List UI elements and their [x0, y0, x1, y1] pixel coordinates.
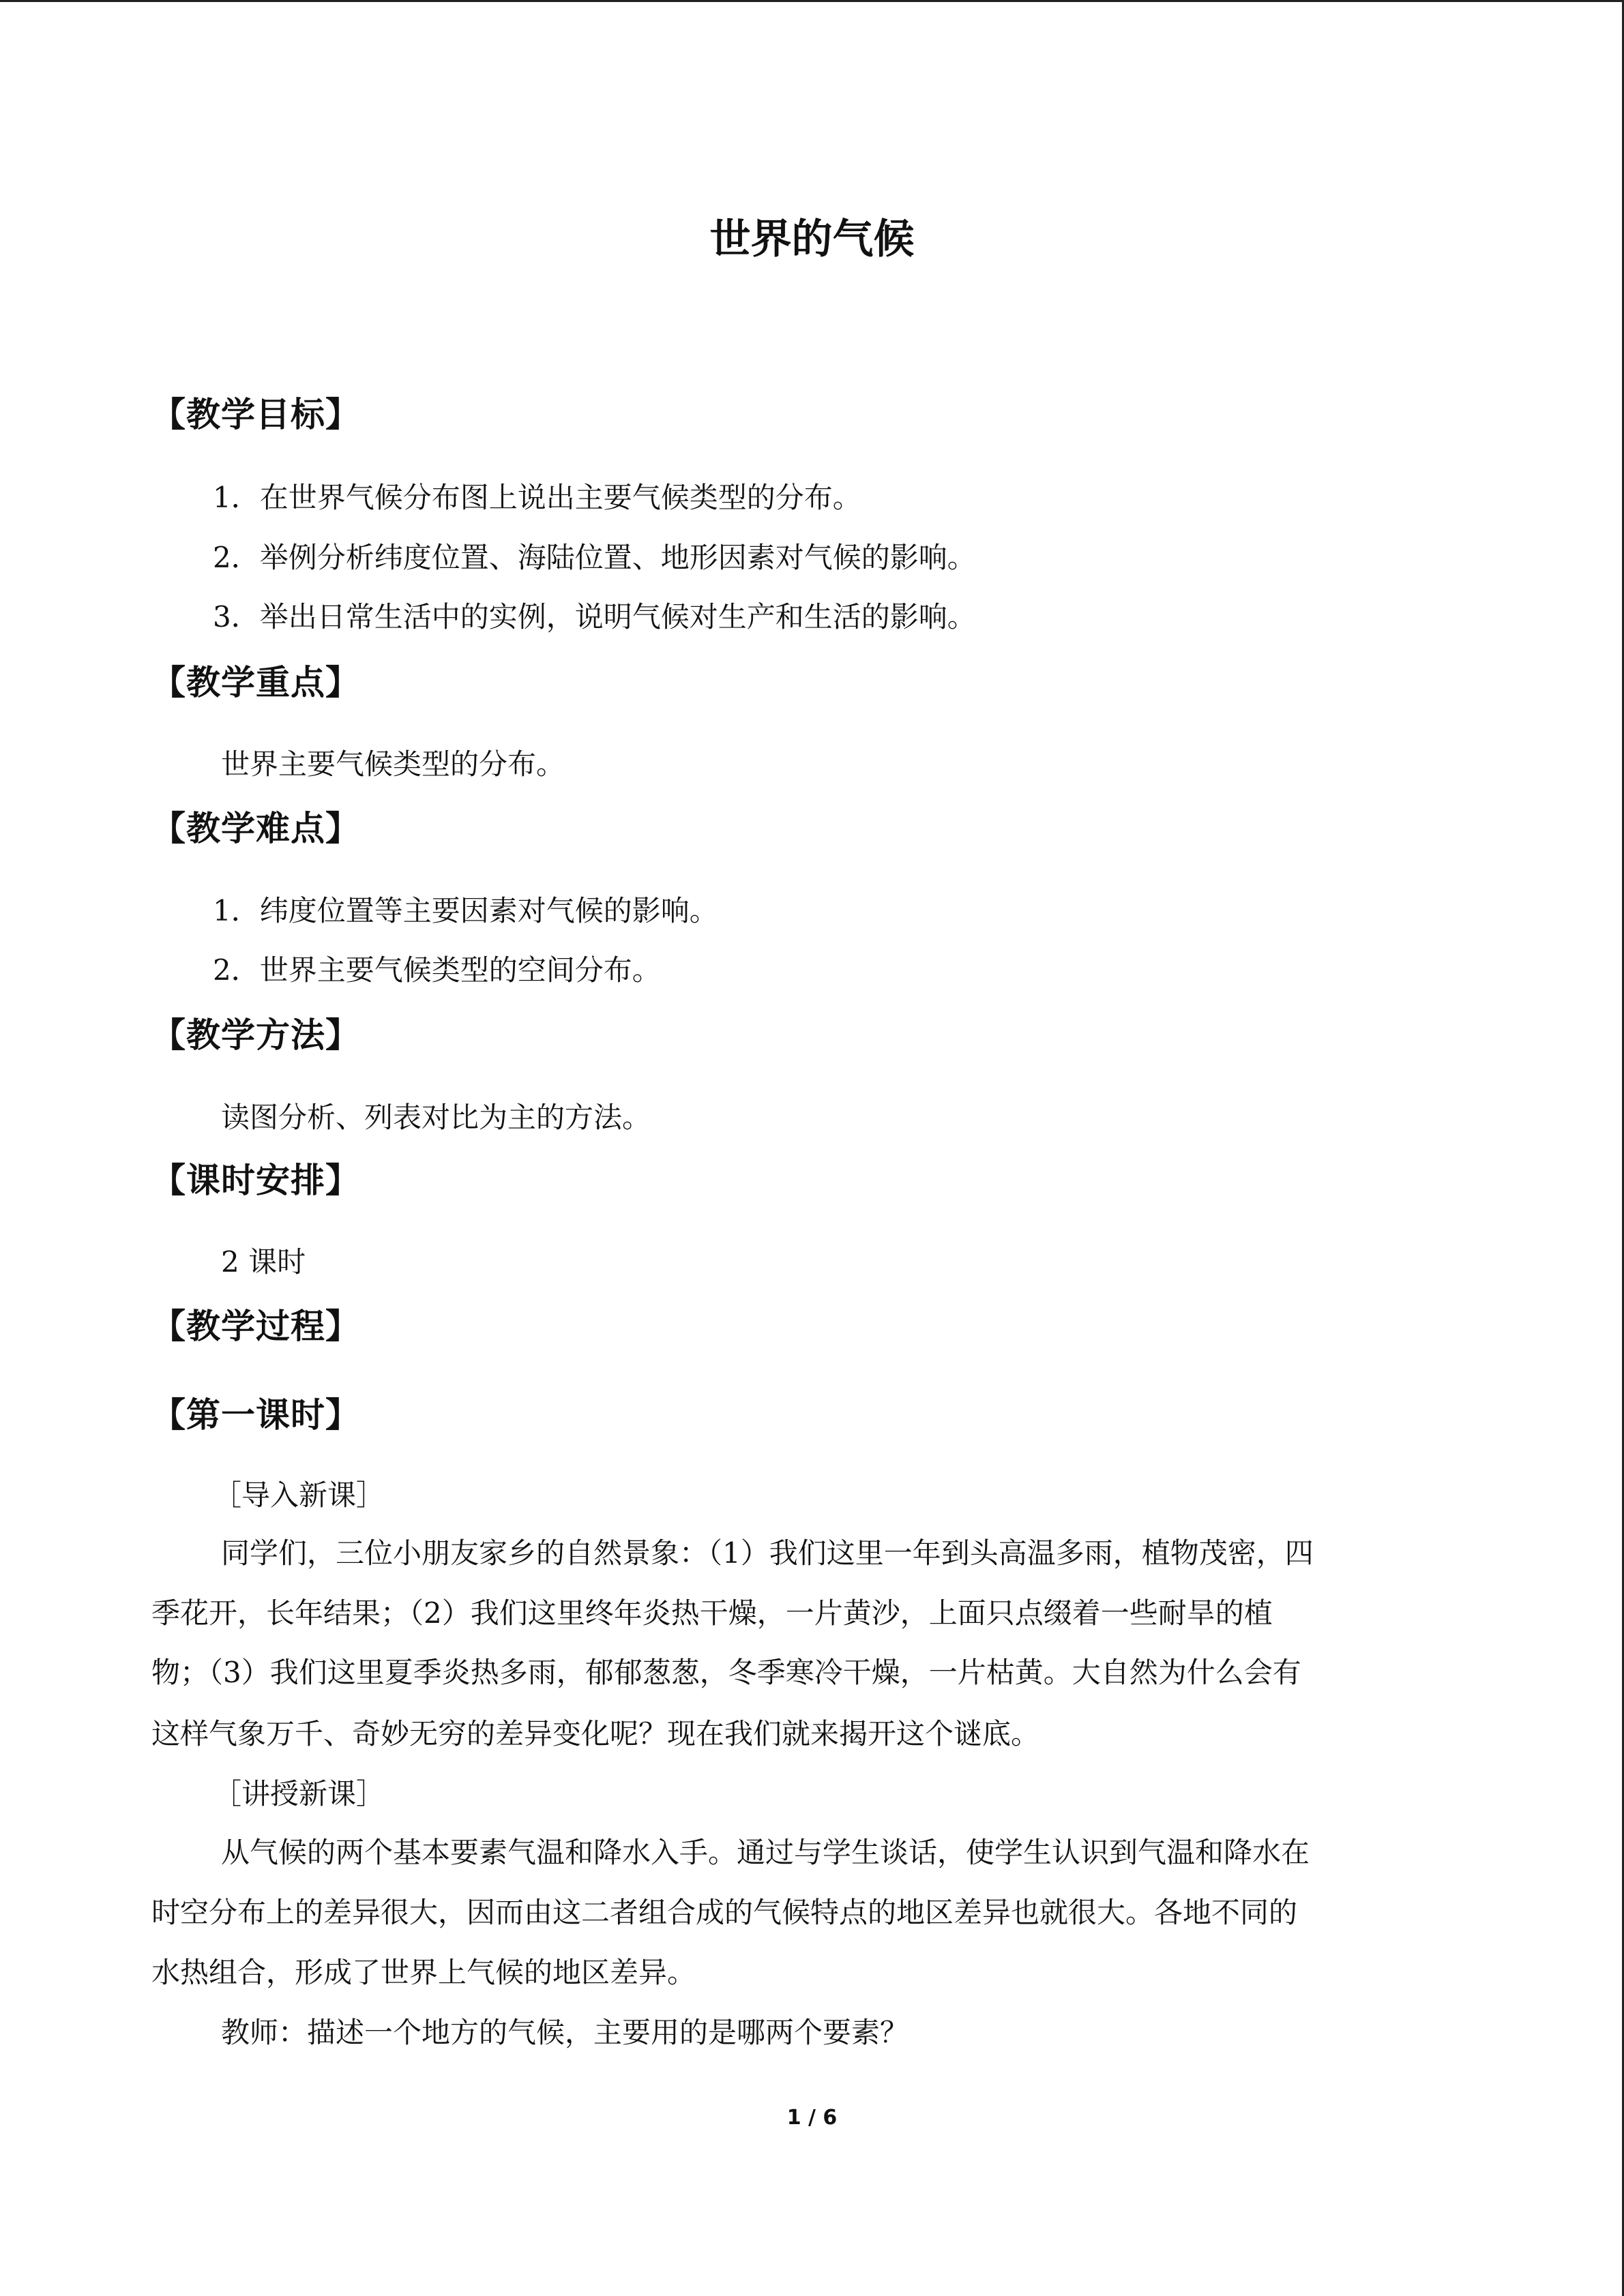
heading-difficulties: 【教学难点】 — [151, 809, 360, 848]
heading-process: 【教学过程】 — [151, 1307, 360, 1346]
page-number: 1 / 6 — [786, 2106, 838, 2130]
heading-schedule: 【课时安排】 — [151, 1161, 360, 1200]
key-points-text: 世界主要气候类型的分布。 — [221, 747, 565, 781]
teach-label: ［讲授新课］ — [213, 1777, 385, 1810]
heading-key-points: 【教学重点】 — [151, 663, 360, 702]
difficulty-item-1: 1．纬度位置等主要因素对气候的影响。 — [213, 894, 718, 927]
teacher-question: 教师：描述一个地方的气候，主要用的是哪两个要素？ — [221, 2016, 909, 2049]
objective-item-2: 2．举例分析纬度位置、海陆位置、地形因素对气候的影响。 — [213, 541, 976, 574]
document-title: 世界的气候 — [709, 215, 915, 263]
objective-item-3: 3．举出日常生活中的实例，说明气候对生产和生活的影响。 — [213, 600, 976, 633]
intro-paragraph-line: 物；（3）我们这里夏季炎热多雨，郁郁葱葱，冬季寒冷干燥，一片枯黄。大自然为什么会有 — [151, 1656, 1301, 1689]
difficulty-item-2: 2．世界主要气候类型的空间分布。 — [213, 953, 661, 987]
heading-methods: 【教学方法】 — [151, 1015, 360, 1055]
teach-paragraph-line: 从气候的两个基本要素气温和降水入手。通过与学生谈话，使学生认识到气温和降水在 — [221, 1836, 1310, 1869]
heading-lesson1: 【第一课时】 — [151, 1395, 360, 1435]
teach-paragraph-line: 水热组合，形成了世界上气候的地区差异。 — [151, 1956, 696, 1989]
heading-objectives: 【教学目标】 — [151, 395, 360, 434]
methods-text: 读图分析、列表对比为主的方法。 — [221, 1101, 651, 1134]
intro-paragraph-line: 季花开，长年结果；（2）我们这里终年炎热干燥，一片黄沙，上面只点缀着一些耐旱的植 — [151, 1596, 1273, 1630]
intro-paragraph-line: 同学们，三位小朋友家乡的自然景象：（1）我们这里一年到头高温多雨，植物茂密，四 — [221, 1536, 1314, 1570]
schedule-text: 2 课时 — [221, 1245, 306, 1279]
intro-label: ［导入新课］ — [213, 1478, 385, 1512]
intro-paragraph-line: 这样气象万千、奇妙无穷的差异变化呢？现在我们就来揭开这个谜底。 — [151, 1717, 1040, 1750]
teach-paragraph-line: 时空分布上的差异很大，因而由这二者组合成的气候特点的地区差异也就很大。各地不同的 — [151, 1896, 1298, 1929]
objective-item-1: 1．在世界气候分布图上说出主要气候类型的分布。 — [213, 481, 861, 514]
